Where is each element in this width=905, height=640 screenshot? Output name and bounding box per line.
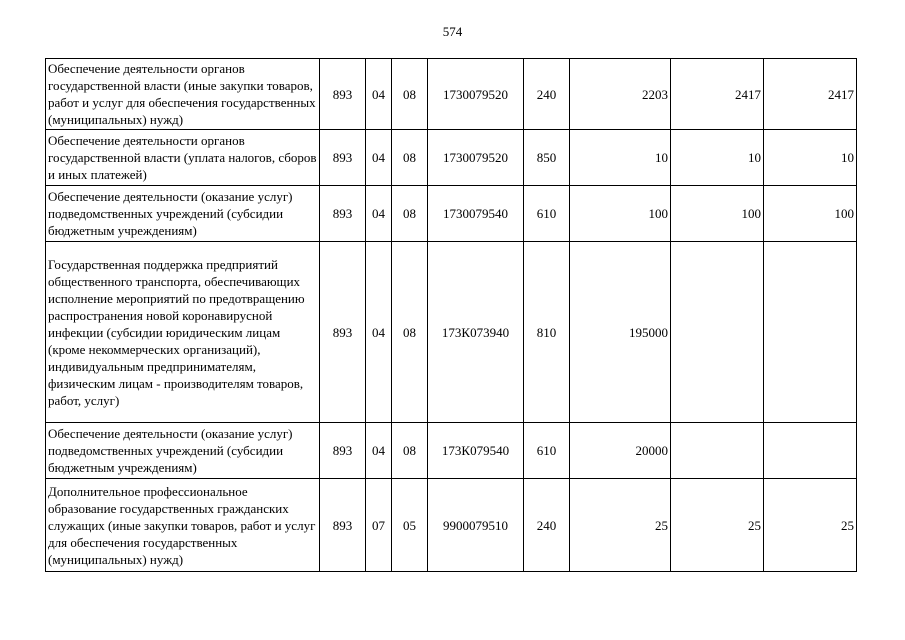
amount-2-cell: 25 bbox=[671, 479, 764, 572]
amount-2-cell: 100 bbox=[671, 186, 764, 242]
row-name-cell: Обеспечение деятельности (оказание услуг) подведомственных учреждений (субсидии бюджетным учреждениям) bbox=[46, 423, 320, 479]
section-code-cell: 04 bbox=[366, 59, 392, 130]
amount-1-cell: 10 bbox=[570, 130, 671, 186]
section-code-cell: 04 bbox=[366, 186, 392, 242]
ministry-code-cell: 893 bbox=[320, 130, 366, 186]
expense-type-cell: 810 bbox=[524, 242, 570, 423]
amount-1-cell: 20000 bbox=[570, 423, 671, 479]
expense-type-cell: 610 bbox=[524, 423, 570, 479]
target-code-cell: 173К079540 bbox=[428, 423, 524, 479]
expense-type-cell: 850 bbox=[524, 130, 570, 186]
subsection-code-cell: 08 bbox=[392, 59, 428, 130]
subsection-code-cell: 05 bbox=[392, 479, 428, 572]
amount-3-cell bbox=[764, 423, 857, 479]
table-row bbox=[46, 186, 857, 242]
row-name-cell: Обеспечение деятельности (оказание услуг) подведомственных учреждений (субсидии бюджетным учреждениям) bbox=[46, 186, 320, 242]
subsection-code-cell: 08 bbox=[392, 423, 428, 479]
ministry-code-cell: 893 bbox=[320, 479, 366, 572]
target-code-cell: 1730079520 bbox=[428, 59, 524, 130]
amount-1-cell: 100 bbox=[570, 186, 671, 242]
section-code-cell: 07 bbox=[366, 479, 392, 572]
amount-3-cell: 2417 bbox=[764, 59, 857, 130]
expense-type-cell: 610 bbox=[524, 186, 570, 242]
subsection-code-cell: 08 bbox=[392, 130, 428, 186]
amount-2-cell bbox=[671, 423, 764, 479]
table-row bbox=[46, 479, 857, 572]
table-row bbox=[46, 423, 857, 479]
subsection-code-cell: 08 bbox=[392, 242, 428, 423]
amount-3-cell: 10 bbox=[764, 130, 857, 186]
table-row bbox=[46, 242, 857, 423]
amount-1-cell: 25 bbox=[570, 479, 671, 572]
expense-type-cell: 240 bbox=[524, 59, 570, 130]
page-number: 574 bbox=[442, 24, 463, 39]
amount-3-cell bbox=[764, 242, 857, 423]
expense-type-cell: 240 bbox=[524, 479, 570, 572]
table-row bbox=[46, 59, 857, 130]
section-code-cell: 04 bbox=[366, 242, 392, 423]
row-name-cell: Обеспечение деятельности органов государственной власти (уплата налогов, сборов и иных платежей) bbox=[46, 130, 320, 186]
table-row bbox=[46, 130, 857, 186]
target-code-cell: 173К073940 bbox=[428, 242, 524, 423]
subsection-code-cell: 08 bbox=[392, 186, 428, 242]
row-name-cell: Обеспечение деятельности органов государственной власти (иные закупки товаров, работ и услуг для обеспечения государственных (муниципальных) нужд) bbox=[46, 59, 320, 130]
ministry-code-cell: 893 bbox=[320, 423, 366, 479]
amount-1-cell: 2203 bbox=[570, 59, 671, 130]
budget-table bbox=[45, 58, 857, 572]
target-code-cell: 9900079510 bbox=[428, 479, 524, 572]
amount-2-cell: 10 bbox=[671, 130, 764, 186]
target-code-cell: 1730079520 bbox=[428, 130, 524, 186]
ministry-code-cell: 893 bbox=[320, 59, 366, 130]
ministry-code-cell: 893 bbox=[320, 186, 366, 242]
amount-2-cell: 2417 bbox=[671, 59, 764, 130]
section-code-cell: 04 bbox=[366, 423, 392, 479]
row-name-cell: Государственная поддержка предприятий общественного транспорта, обеспечивающих исполнение мероприятий по предотвращению распространения новой коронавирусной инфекции (субсидии юридическим лицам (кроме некоммерческих организаций), индивидуальным предпринимателям, физическим лицам - производителям товаров, работ, услуг) bbox=[46, 242, 320, 423]
amount-3-cell: 25 bbox=[764, 479, 857, 572]
amount-2-cell bbox=[671, 242, 764, 423]
amount-3-cell: 100 bbox=[764, 186, 857, 242]
row-name-cell: Дополнительное профессиональное образование государственных гражданских служащих (иные закупки товаров, работ и услуг для обеспечения государственных (муниципальных) нужд) bbox=[46, 479, 320, 572]
amount-1-cell: 195000 bbox=[570, 242, 671, 423]
target-code-cell: 1730079540 bbox=[428, 186, 524, 242]
ministry-code-cell: 893 bbox=[320, 242, 366, 423]
section-code-cell: 04 bbox=[366, 130, 392, 186]
